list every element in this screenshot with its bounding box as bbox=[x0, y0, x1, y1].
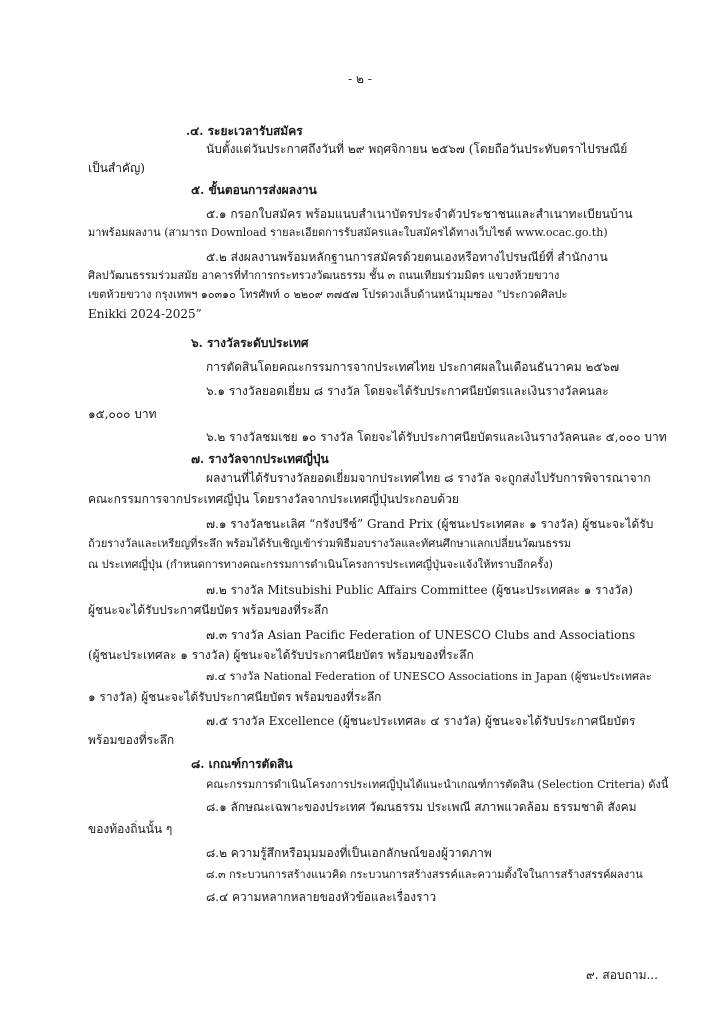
section-8-line-3: ของท้องถิ่นนั้น ๆ bbox=[88, 822, 173, 836]
section-5-line-1: ๕.๑ กรอกใบสมัคร พร้อมแนบสำเนาบัตรประจำตัวประชาชนและสำเนาทะเบียนบ้าน bbox=[206, 207, 633, 221]
section-7-line-9: (ผู้ชนะประเทศละ ๑ รางวัล) ผู้ชนะจะได้รับประกาศนียบัตร พร้อมของที่ระลึก bbox=[88, 648, 474, 662]
section-5-line-3: ๕.๒ ส่งผลงานพร้อมหลักฐานการสมัครด้วยตนเองหรือทางไปรษณีย์ที่ สำนักงาน bbox=[206, 250, 608, 264]
section-8-line-6: ๘.๔ ความหลากหลายของหัวข้อและเรื่องราว bbox=[206, 890, 437, 904]
section-4-line-1: นับตั้งแต่วันประกาศถึงวันที่ ๒๙ พฤศจิกายน ๒๕๖๗ (โดยถือวันประทับตราไปรษณีย์ bbox=[206, 142, 628, 156]
section-6-line-2: ๖.๑ รางวัลยอดเยี่ยม ๘ รางวัล โดยจะได้รับประกาศนียบัตรและเงินรางวัลคนละ bbox=[206, 384, 609, 398]
section-7-line-10: ๗.๔ รางวัล National Federation of UNESCO Associations in Japan (ผู้ชนะประเทศละ bbox=[206, 670, 652, 683]
section-6-line-4: ๖.๒ รางวัลชมเชย ๑๐ รางวัล โดยจะได้รับประกาศนียบัตรและเงินรางวัลคนละ ๕,๐๐๐ บาท bbox=[206, 430, 667, 444]
section-7-line-5: ณ ประเทศญี่ปุ่น (กำหนดการทางคณะกรรมการดำเนินโครงการประเทศญี่ปุ่นจะแจ้งให้ทราบอีกครั้ง) bbox=[88, 558, 553, 571]
section-7-line-2: คณะกรรมการจากประเทศญี่ปุ่น โดยรางวัลจากประเทศญี่ปุ่นประกอบด้วย bbox=[88, 492, 459, 506]
section-8-line-4: ๘.๒ ความรู้สึกหรือมุมมองที่เป็นเอกลักษณ์ของผู้วาดภาพ bbox=[206, 846, 492, 860]
section-7-line-12: ๗.๕ รางวัล Excellence (ผู้ชนะประเทศละ ๔ รางวัล) ผู้ชนะจะได้รับประกาศนียบัตร bbox=[206, 714, 636, 728]
section-7-line-1: ผลงานที่ได้รับรางวัลยอดเยี่ยมจากประเทศไทย ๘ รางวัล จะถูกส่งไปรับการพิจารณาจาก bbox=[206, 471, 651, 485]
section-7-line-4: ถ้วยรางวัลและเหรียญที่ระลึก พร้อมได้รับเชิญเข้าร่วมพิธีมอบรางวัลและทัศนศึกษาแลกเปลี่ยนวัฒนธรรม bbox=[88, 537, 572, 550]
section-7-line-3: ๗.๑ รางวัลชนะเลิศ “กรังปรีซ์” Grand Prix (ผู้ชนะประเทศละ ๑ รางวัล) ผู้ชนะจะได้รับ bbox=[206, 517, 654, 531]
section-4-heading: .๔. ระยะเวลารับสมัคร bbox=[186, 124, 303, 138]
section-5-line-5: เขตห้วยขวาง กรุงเทพฯ ๑๐๓๑๐ โทรศัพท์ ๐ ๒๒๐๙ ๓๗๕๗ โปรดวงเล็บด้านหน้ามุมซอง “ประกวดศิลปะ bbox=[88, 288, 568, 301]
section-5-line-6: Enikki 2024-2025” bbox=[88, 307, 202, 321]
section-7-line-6: ๗.๒ รางวัล Mitsubishi Public Affairs Committee (ผู้ชนะประเทศละ ๑ รางวัล) bbox=[206, 583, 633, 597]
section-6-heading: ๖. รางวัลระดับประเทศ bbox=[191, 336, 309, 350]
footer-continuation: ๙. สอบถาม... bbox=[586, 968, 658, 982]
section-5-heading: ๕. ขั้นตอนการส่งผลงาน bbox=[191, 183, 317, 197]
page-number: - ๒ - bbox=[348, 72, 372, 86]
section-6-line-1: การตัดสินโดยคณะกรรมการจากประเทศไทย ประกาศผลในเดือนธันวาคม ๒๕๖๗ bbox=[206, 360, 620, 374]
section-5-line-2: มาพร้อมผลงาน (สามารถ Download รายละเอียดการรับสมัครและใบสมัครได้ทางเว็บไซต์ www.ocac.go.th) bbox=[88, 226, 608, 239]
section-8-line-2: ๘.๑ ลักษณะเฉพาะของประเทศ วัฒนธรรม ประเพณี สภาพแวดล้อม ธรรมชาติ สังคม bbox=[206, 800, 637, 814]
section-4-line-2: เป็นสำคัญ) bbox=[88, 161, 145, 175]
section-7-line-8: ๗.๓ รางวัล Asian Pacific Federation of UNESCO Clubs and Associations bbox=[206, 628, 636, 642]
section-7-line-7: ผู้ชนะจะได้รับประกาศนียบัตร พร้อมของที่ระลึก bbox=[88, 603, 329, 617]
section-7-heading: ๗. รางวัลจากประเทศญี่ปุ่น bbox=[191, 452, 329, 466]
section-7-line-13: พร้อมของที่ระลึก bbox=[88, 733, 175, 747]
section-5-line-4: ศิลปวัฒนธรรมร่วมสมัย อาคารที่ทำการกระทรวงวัฒนธรรม ชั้น ๓ ถนนเทียมร่วมมิตร แขวงห้วยขวาง bbox=[88, 269, 560, 282]
section-8-heading: ๘. เกณฑ์การตัดสิน bbox=[191, 757, 293, 771]
section-8-line-5: ๘.๓ กระบวนการสร้างแนวคิด กระบวนการสร้างสรรค์และความตั้งใจในการสร้างสรรค์ผลงาน bbox=[206, 868, 643, 881]
section-8-line-1: คณะกรรมการดำเนินโครงการประเทศญี่ปุ่นได้แนะนำเกณฑ์การตัดสิน (Selection Criteria) ดังนี้ bbox=[206, 778, 669, 791]
section-6-line-3: ๑๕,๐๐๐ บาท bbox=[88, 407, 157, 421]
section-7-line-11: ๑ รางวัล) ผู้ชนะจะได้รับประกาศนียบัตร พร้อมของที่ระลึก bbox=[88, 690, 382, 704]
